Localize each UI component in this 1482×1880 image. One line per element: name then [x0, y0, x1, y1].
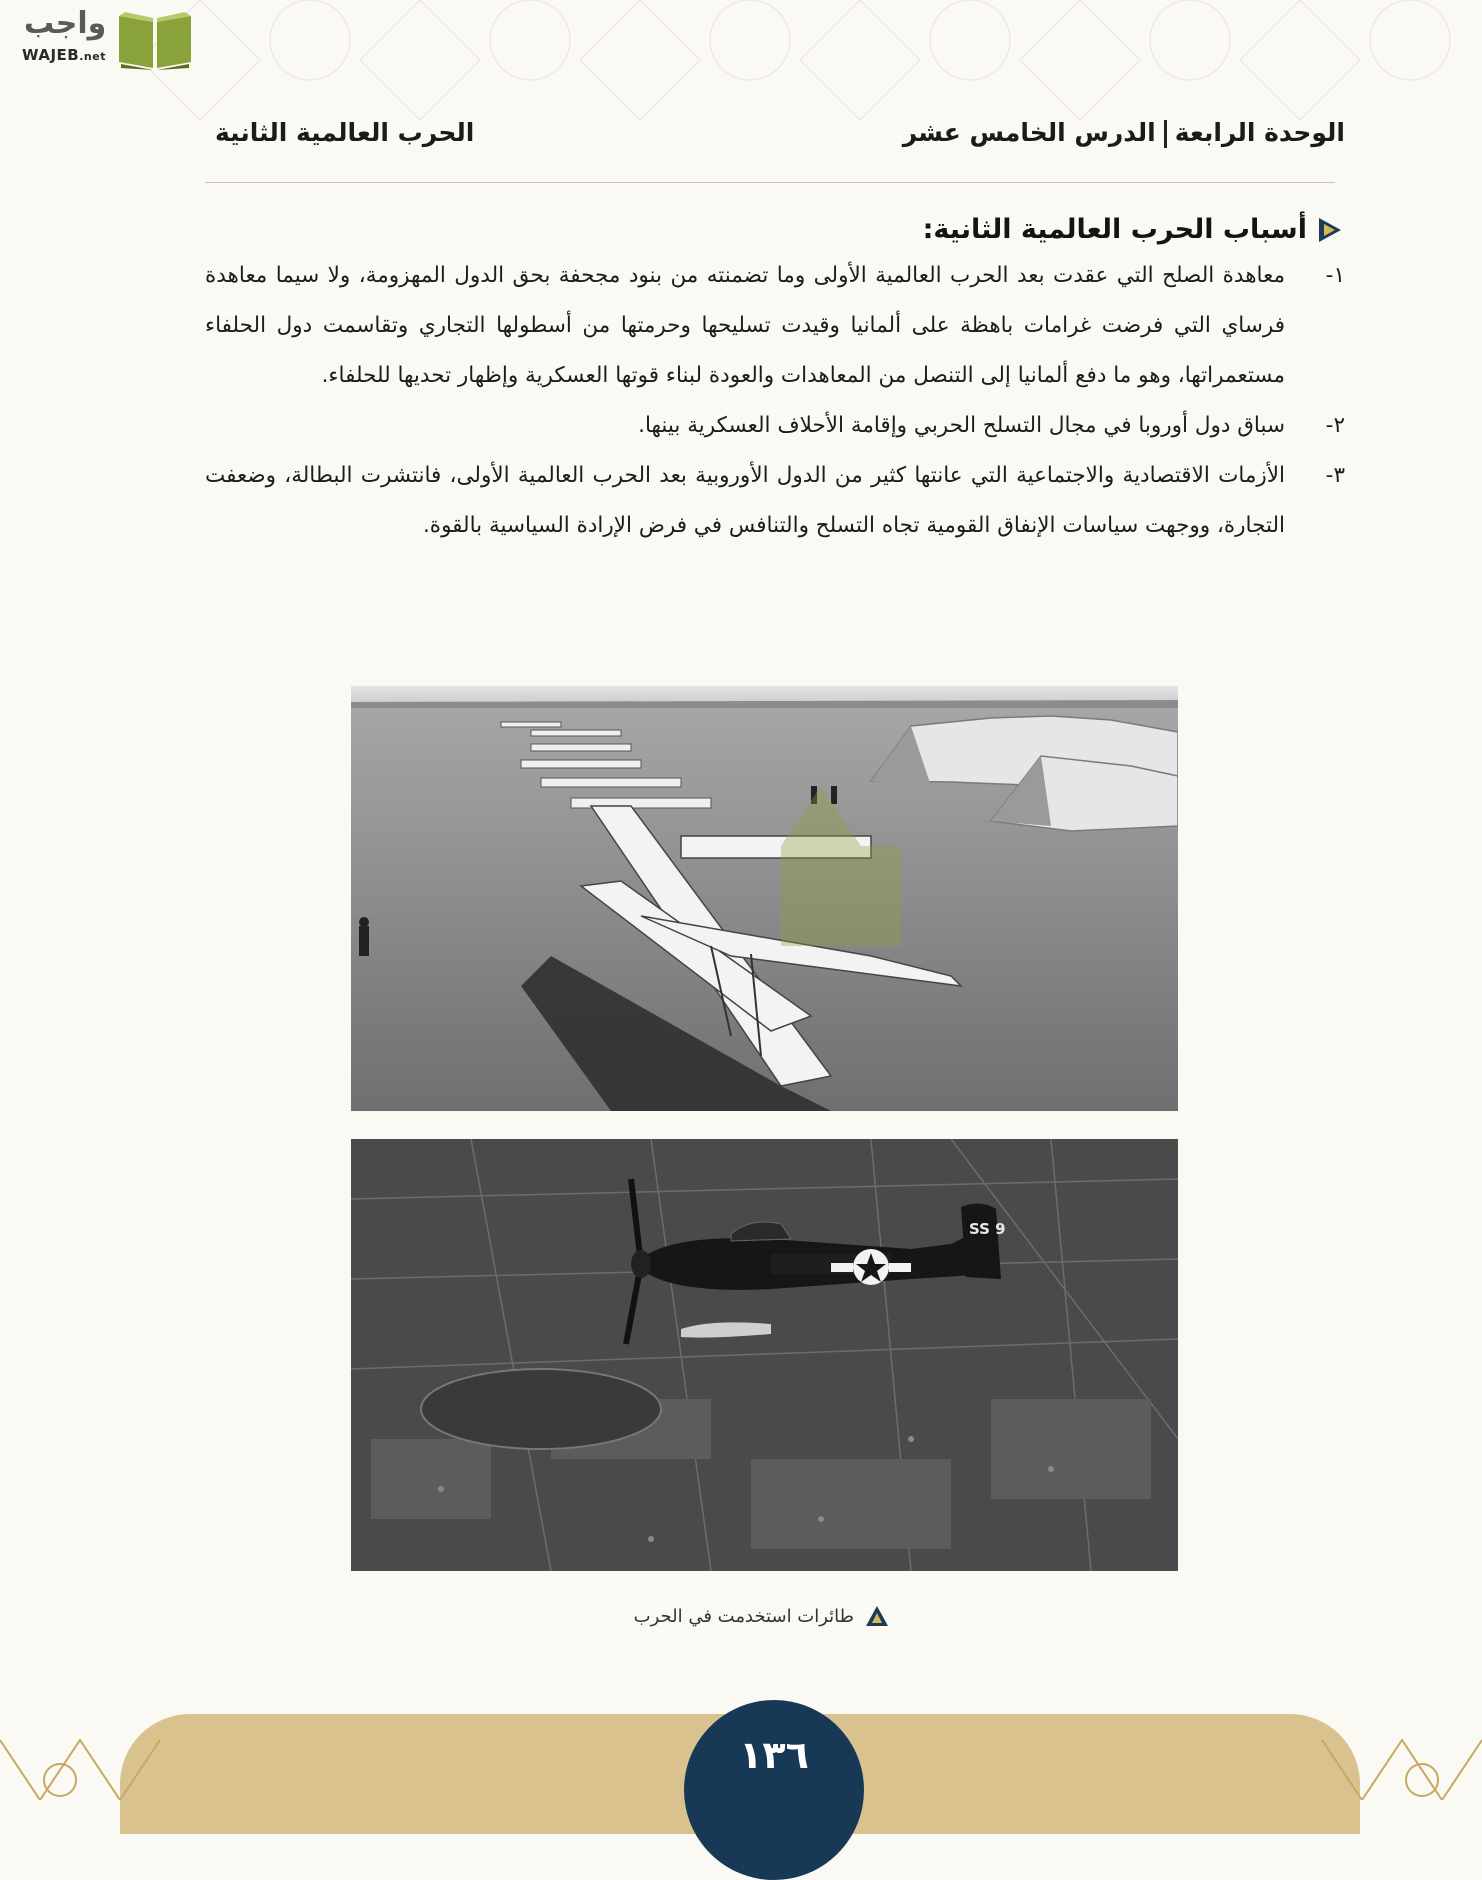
airfield-illustration — [351, 686, 1178, 1111]
list-item-text: سباق دول أوروبا في مجال التسلح الحربي وإقامة الأحلاف العسكرية بينها. — [638, 413, 1285, 438]
unit-title: الوحدة الرابعة — [1174, 118, 1345, 147]
section-heading — [205, 214, 1345, 245]
figure-caption — [560, 1604, 890, 1628]
logo-latin-text: WAJEB.net — [22, 46, 106, 64]
wajeb-logo[interactable] — [10, 6, 190, 68]
list-item-number: ١- — [1325, 263, 1345, 288]
section-title: أسباب الحرب العالمية الثانية: — [922, 214, 1307, 245]
triangle-bullet-icon — [1315, 215, 1345, 245]
list-item-text: الأزمات الاقتصادية والاجتماعية التي عانتها كثير من الدول الأوروبية بعد الحرب العالمية الأولى، فانتشرت البطالة، وضعفت التجارة، ووجهت سياسات الإنفاق القومية تجاه التسلح والتنافس في فرض الإرادة السياسية بالقوة. — [205, 463, 1285, 538]
main-content — [205, 214, 1345, 551]
list-item-number: ٣- — [1325, 463, 1345, 488]
header-separator — [1164, 120, 1167, 148]
photo-fighter-plane-aerial — [351, 1139, 1178, 1571]
photo-biplanes-airfield — [351, 686, 1178, 1111]
list-item — [205, 451, 1345, 551]
background-pattern — [0, 0, 1482, 200]
caption-text: طائرات استخدمت في الحرب — [633, 1605, 854, 1627]
list-item — [205, 251, 1345, 401]
topic-title: الحرب العالمية الثانية — [215, 118, 475, 147]
unit-lesson-title — [903, 118, 1345, 148]
open-book-icon — [115, 8, 195, 70]
list-item-text: معاهدة الصلح التي عقدت بعد الحرب العالمية الأولى وما تضمنته من بنود مجحفة بحق الدول المهزومة، ولا سيما معاهدة فرساي التي فرضت غرامات باهظة على ألمانيا وقيدت تسليحها وحرمتها من أسطولها التجاري وتقاسمت دول الحلفاء مستعمراتها، وهو ما دفع ألمانيا إلى التنصل من المعاهدات والعودة لبناء قوتها العسكرية وإظهار تحديها للحلفاء. — [205, 263, 1285, 388]
lesson-title: الدرس الخامس عشر — [902, 118, 1156, 147]
page-header — [205, 118, 1345, 158]
page-number: ١٣٦ — [684, 1700, 864, 1880]
list-item-number: ٢- — [1325, 413, 1345, 438]
header-divider — [205, 182, 1335, 183]
list-item — [205, 401, 1345, 451]
logo-arabic-text: واجب — [24, 6, 107, 41]
plane-tail-markings: SS 9 — [969, 1220, 1006, 1238]
causes-list — [205, 251, 1345, 551]
aerial-illustration — [351, 1139, 1178, 1571]
triangle-caption-icon — [864, 1604, 890, 1628]
